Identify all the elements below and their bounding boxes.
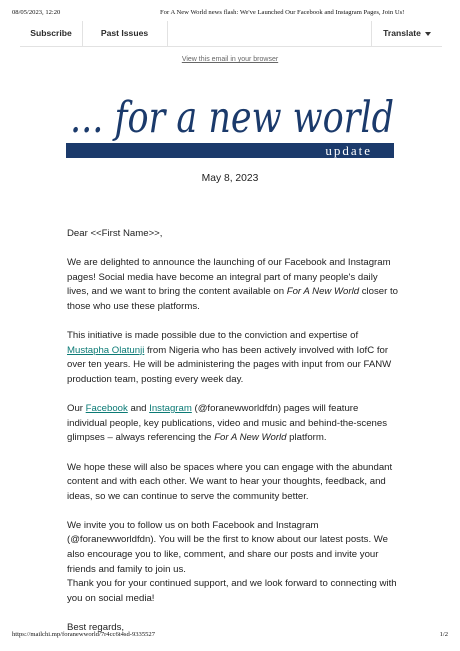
print-datetime: 08/05/2023, 12:20 — [12, 9, 61, 16]
publication-name: For A New World — [214, 432, 287, 444]
print-footer — [12, 631, 448, 641]
paragraph-invite: We invite you to follow us on both Facebook and Instagram (@foranewworldfdn). You will be the first to know about our latest posts. We also encourage you to like, comment, and share our posts and invite your friends and family to join us. — [67, 519, 388, 575]
facebook-link[interactable]: Facebook — [85, 403, 128, 415]
paragraph-pages: Our Facebook and Instagram (@foranewworldfdn) pages will feature individual people, key publications, video and music and behind-the-scenes glimpses – always referencing the For A New World platform. — [67, 403, 387, 444]
past-issues-button[interactable]: Past Issues — [82, 21, 168, 46]
issue-date: May 8, 2023 — [201, 173, 259, 184]
logo-script-text: ... for a new world — [70, 93, 394, 143]
publication-name: For A New World — [286, 286, 360, 298]
translate-label: Translate — [383, 28, 421, 38]
greeting: Dear <<First Name>>, — [67, 228, 163, 239]
email-navbar — [20, 21, 442, 47]
paragraph-initiative: This initiative is made possible due to the conviction and expertise of Mustapha Olatunji from Nigeria who has been actively involved with IofC for over ten years. He will be administering the pages with input from our FANW production team, posting every week day. — [67, 330, 392, 385]
logo-script — [66, 84, 396, 142]
instagram-link[interactable]: Instagram — [149, 403, 192, 415]
print-header — [12, 9, 448, 21]
mustapha-olatunji-link[interactable]: Mustapha Olatunji — [67, 344, 145, 356]
translate-dropdown[interactable] — [371, 21, 442, 46]
paragraph-announcement: We are delighted to announce the launching of our Facebook and Instagram pages! Social media have become an integral part of many people's daily lives, and we want to bring the content available on For A New World closer to those who use these platforms. — [67, 257, 398, 312]
paragraph-engage: We hope these will also be spaces where you can engage with the abundant content and with each other. We want to hear your thoughts, feedback, and ideas, so we can continue to serve the community better. — [67, 461, 393, 502]
print-page-number: 1/2 — [439, 631, 448, 638]
print-title: For A New World news flash: We've Launched Our Facebook and Instagram Pages, Join Us! — [160, 9, 405, 16]
view-in-browser-link[interactable]: View this email in your browser — [181, 56, 279, 63]
caret-down-icon — [425, 32, 431, 36]
newsletter-logo — [66, 84, 396, 160]
email-body — [67, 227, 399, 650]
paragraph-thanks: Thank you for your continued support, and we look forward to connecting with you on social media! — [67, 578, 397, 604]
logo-update-bar — [66, 143, 394, 158]
subscribe-button[interactable]: Subscribe — [20, 21, 83, 46]
closing: Best regards, — [67, 622, 125, 634]
print-url: https://mailchi.mp/foranewworld/7r4cc6t4sd-9335527 — [12, 631, 156, 638]
logo-update-text: update — [325, 143, 372, 158]
